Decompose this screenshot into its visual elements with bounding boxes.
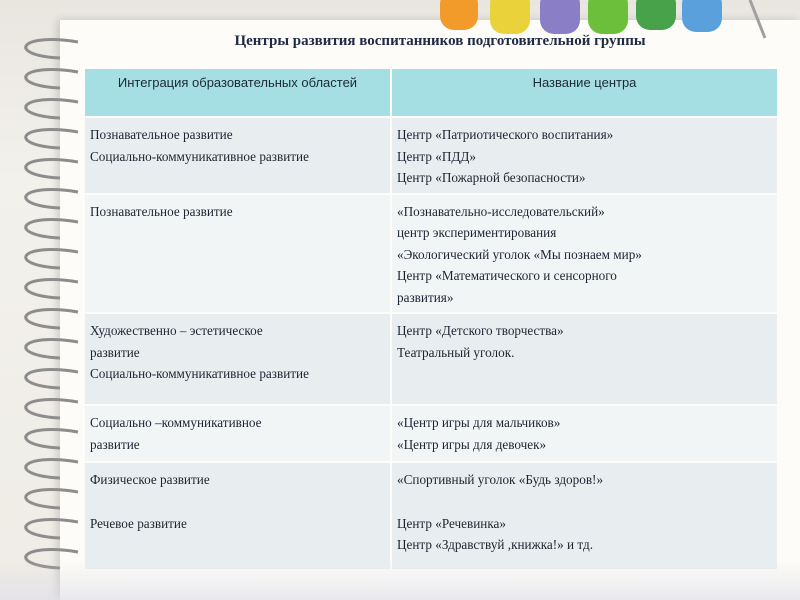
- areas-cell: [85, 463, 390, 569]
- center-text: Центр «ПДД»: [397, 148, 476, 164]
- spiral-binding-decoration: [0, 30, 90, 600]
- center-text: Центр «Речевинка»: [397, 515, 507, 531]
- center-text: «Спортивный уголок «Будь здоров!»: [397, 472, 604, 487]
- table-header-row: [85, 69, 777, 116]
- center-text: «Экологический уголок «Мы познаем мир»: [397, 246, 642, 262]
- center-text: Центр «Патриотического воспитания»: [397, 127, 614, 142]
- area-text: Познавательное развитие: [90, 203, 233, 219]
- center-text: Театральный уголок.: [397, 344, 515, 360]
- center-text: развития»: [397, 289, 454, 305]
- areas-cell: [85, 314, 390, 404]
- table-row: [85, 118, 777, 193]
- centers-cell: [392, 406, 777, 461]
- area-text: Познавательное развитие: [90, 127, 233, 142]
- area-text: Речевое развитие: [90, 515, 187, 531]
- center-text: Центр «Математического и сенсорного: [397, 268, 617, 283]
- spacer: [90, 491, 386, 513]
- spacer: [397, 491, 773, 513]
- table-row: [85, 314, 777, 404]
- area-text: развитие: [90, 344, 140, 360]
- centers-table: [83, 67, 779, 571]
- center-text: «Познавательно-исследовательский»: [397, 203, 605, 219]
- area-text: Художественно – эстетическое: [90, 323, 263, 338]
- areas-cell: [85, 118, 390, 193]
- areas-cell: [85, 195, 390, 313]
- header-centers: Название центра: [392, 69, 777, 116]
- center-text: Центр «Пожарной безопасности»: [397, 170, 586, 185]
- centers-cell: [392, 118, 777, 193]
- header-areas: Интеграция образовательных областей: [85, 69, 390, 116]
- page-title: Центры развития воспитанников подготовительной группы: [234, 33, 646, 49]
- table-row: [85, 463, 777, 569]
- table-row: [85, 195, 777, 313]
- area-text: Физическое развитие: [90, 472, 210, 487]
- area-text: Социально-коммуникативное развитие: [90, 366, 309, 381]
- center-text: Центр «Детского творчества»: [397, 323, 564, 338]
- centers-cell: [392, 314, 777, 404]
- areas-cell: [85, 406, 390, 461]
- area-text: Социально –коммуникативное: [90, 415, 262, 430]
- centers-cell: [392, 463, 777, 569]
- area-text: развитие: [90, 436, 140, 452]
- area-text: Социально-коммуникативное развитие: [90, 148, 309, 164]
- center-text: «Центр игры для девочек»: [397, 436, 547, 452]
- table-row: [85, 406, 777, 461]
- center-text: «Центр игры для мальчиков»: [397, 415, 561, 430]
- centers-cell: [392, 195, 777, 313]
- center-text: Центр «Здравствуй ,книжка!» и тд.: [397, 537, 593, 552]
- center-text: центр экспериментирования: [397, 225, 557, 240]
